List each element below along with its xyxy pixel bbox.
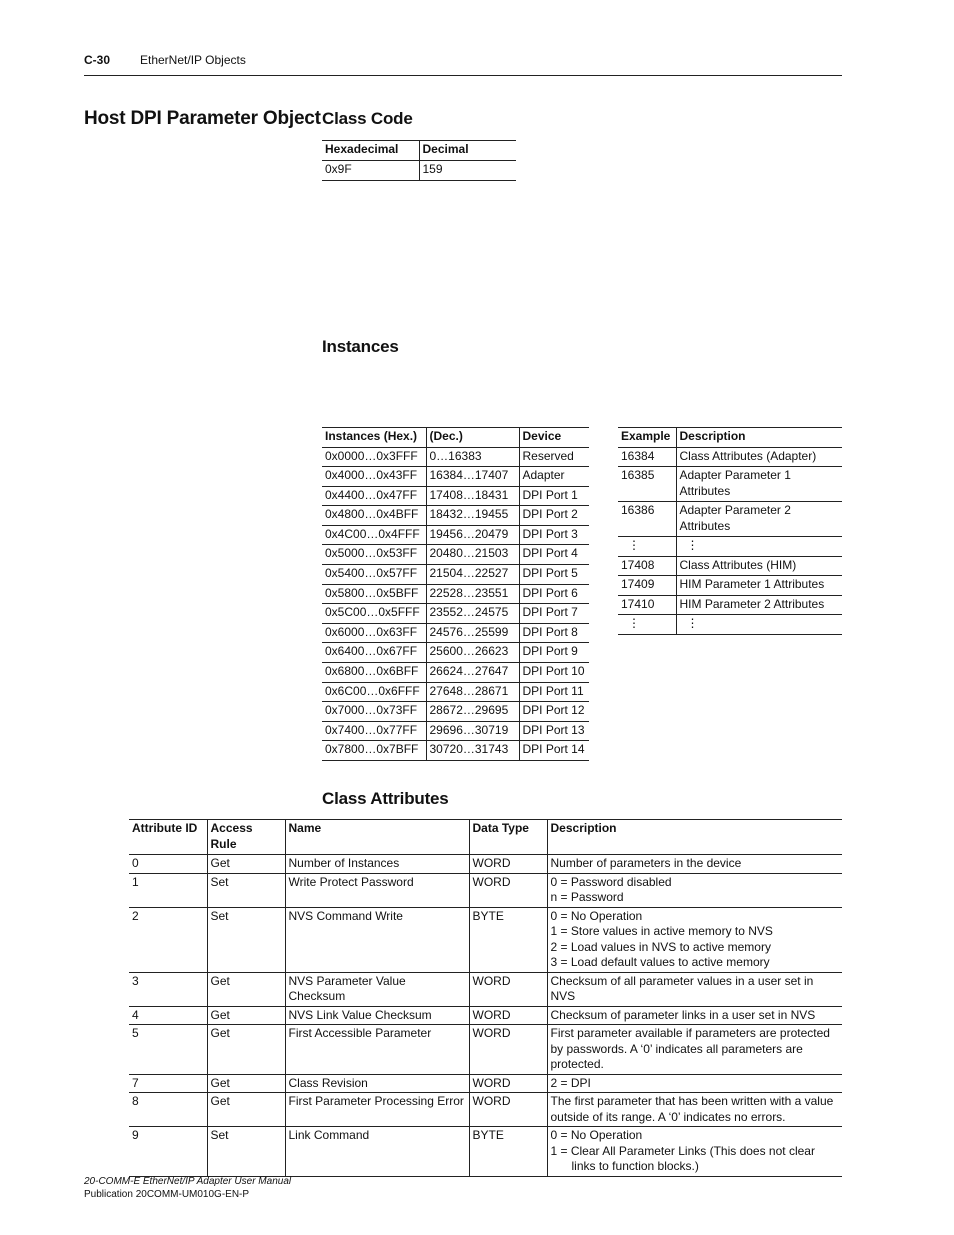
column-header: Description [547, 820, 842, 855]
description-line: n = Password [550, 890, 624, 904]
table-row [322, 702, 589, 722]
table-cell: Class Attributes (HIM) [676, 556, 842, 576]
table-cell: 0x5400…0x57FF [322, 565, 426, 585]
table-cell: 0x4000…0x43FF [322, 467, 426, 487]
table-row [322, 565, 589, 585]
table-cell: 23552…24575 [426, 604, 519, 624]
description-line: 1 = Clear All Parameter Links (This does not clear links to function blocks.) [550, 1143, 815, 1173]
table-cell: 5 [129, 1025, 207, 1075]
description-line: Number of parameters in the device [550, 856, 742, 870]
table-cell: DPI Port 5 [519, 565, 589, 585]
class-code-heading: Class Code [322, 109, 413, 128]
table-row [618, 595, 842, 615]
table-row [618, 576, 842, 596]
table-cell: Adapter Parameter 1 Attributes [676, 467, 842, 502]
table-cell: Set [207, 907, 285, 972]
table-cell: Write Protect Password [285, 873, 469, 907]
description-line: First parameter available if parameters are protected by passwords. A ‘0’ indicates all parameters are protected. [550, 1026, 830, 1071]
table-cell: 8 [129, 1093, 207, 1127]
table-cell: 4 [129, 1006, 207, 1025]
table-cell: Link Command [285, 1127, 469, 1177]
table-header-row [618, 428, 842, 448]
table-cell: Set [207, 873, 285, 907]
table-cell: 0 [129, 855, 207, 874]
table-cell: 0x5800…0x5BFF [322, 584, 426, 604]
table-cell: DPI Port 10 [519, 663, 589, 683]
column-header: Example [618, 428, 676, 448]
table-cell [618, 537, 676, 557]
description-cell [547, 855, 842, 874]
description-line: 3 = Load default values to active memory [550, 955, 770, 969]
table-row [322, 467, 589, 487]
table-cell: Class Attributes (Adapter) [676, 447, 842, 467]
table-cell: 0x0000…0x3FFF [322, 447, 426, 467]
table-cell: 16386 [618, 502, 676, 537]
footer-publication: Publication 20COMM-UM010G-EN-P [84, 1189, 250, 1200]
description-line: Checksum of all parameter values in a user set in NVS [550, 973, 814, 1003]
table-row [129, 972, 842, 1006]
ellipsis-icon: ⋮ [686, 616, 699, 631]
table-cell: Class Revision [285, 1074, 469, 1093]
table-cell: NVS Command Write [285, 907, 469, 972]
table-cell: First Accessible Parameter [285, 1025, 469, 1075]
table-row [618, 556, 842, 576]
table-cell: 21504…22527 [426, 565, 519, 585]
table-cell: Get [207, 855, 285, 874]
table-cell: DPI Port 12 [519, 702, 589, 722]
table-row [322, 604, 589, 624]
table-row [618, 447, 842, 467]
table-cell: WORD [469, 972, 547, 1006]
table-cell: 30720…31743 [426, 741, 519, 761]
class-code-table [322, 140, 516, 181]
description-cell [547, 1127, 842, 1177]
table-row [618, 615, 842, 635]
table-cell: 0x6800…0x6BFF [322, 663, 426, 683]
chapter-title: EtherNet/IP Objects [140, 53, 246, 67]
table-cell: DPI Port 4 [519, 545, 589, 565]
table-cell: 0x5C00…0x5FFF [322, 604, 426, 624]
table-row [129, 1025, 842, 1075]
ellipsis-icon: ⋮ [628, 616, 640, 631]
table-header-row [322, 141, 516, 161]
description-line: 0 = No Operation [550, 1128, 643, 1142]
table-row [322, 643, 589, 663]
table-cell: 0…16383 [426, 447, 519, 467]
description-cell [547, 1074, 842, 1093]
table-cell: WORD [469, 873, 547, 907]
table-header-row [322, 428, 589, 448]
table-row [129, 1074, 842, 1093]
table-cell: 0x5000…0x53FF [322, 545, 426, 565]
table-cell: DPI Port 14 [519, 741, 589, 761]
column-header: Instances (Hex.) [322, 428, 426, 448]
table-row [322, 486, 589, 506]
table-cell: 17409 [618, 576, 676, 596]
table-cell: 16385 [618, 467, 676, 502]
table-cell: 26624…27647 [426, 663, 519, 683]
description-cell [547, 907, 842, 972]
description-line: 1 = Store values in active memory to NVS [550, 924, 773, 938]
description-line: Checksum of parameter links in a user set in NVS [550, 1007, 816, 1022]
table-cell: 0x7000…0x73FF [322, 702, 426, 722]
table-row [129, 873, 842, 907]
table-cell: 1 [129, 873, 207, 907]
table-cell: 19456…20479 [426, 525, 519, 545]
table-cell: NVS Parameter Value Checksum [285, 972, 469, 1006]
table-row [129, 907, 842, 972]
table-row [322, 682, 589, 702]
table-cell [676, 537, 842, 557]
table-cell: 17408 [618, 556, 676, 576]
table-row [129, 855, 842, 874]
table-row [129, 1127, 842, 1177]
column-header: Access Rule [207, 820, 285, 855]
table-cell: BYTE [469, 907, 547, 972]
column-header: Device [519, 428, 589, 448]
table-row [618, 502, 842, 537]
table-cell: Get [207, 972, 285, 1006]
table-row [129, 1093, 842, 1127]
class-attributes-table [129, 819, 842, 1177]
table-cell [676, 615, 842, 635]
table-cell: Adapter [519, 467, 589, 487]
table-cell: BYTE [469, 1127, 547, 1177]
table-cell: 7 [129, 1074, 207, 1093]
column-header: Data Type [469, 820, 547, 855]
table-cell: DPI Port 8 [519, 623, 589, 643]
column-header: Description [676, 428, 842, 448]
instances-heading: Instances [322, 337, 399, 356]
table-cell: DPI Port 11 [519, 682, 589, 702]
description-line: 0 = Password disabled [550, 874, 672, 889]
section-title: Host DPI Parameter Object [84, 108, 321, 129]
table-row [322, 663, 589, 683]
table-cell: WORD [469, 1093, 547, 1127]
description-line: The first parameter that has been written with a value outside of its range. A ‘0’ indicates no errors. [550, 1094, 834, 1124]
table-cell: Get [207, 1093, 285, 1127]
table-row [322, 545, 589, 565]
table-cell: DPI Port 9 [519, 643, 589, 663]
table-cell: 27648…28671 [426, 682, 519, 702]
table-cell: 22528…23551 [426, 584, 519, 604]
table-row [129, 1006, 842, 1025]
description-cell [547, 1093, 842, 1127]
table-cell: 0x7800…0x7BFF [322, 741, 426, 761]
table-cell: 0x6000…0x63FF [322, 623, 426, 643]
description-cell [547, 972, 842, 1006]
ellipsis-icon: ⋮ [628, 538, 640, 553]
description-line: 0 = No Operation [550, 908, 643, 923]
page-number: C-30 [84, 53, 111, 67]
table-row [322, 447, 589, 467]
table-cell: 2 [129, 907, 207, 972]
table-cell: 0x7400…0x77FF [322, 721, 426, 741]
table-cell: 20480…21503 [426, 545, 519, 565]
ellipsis-icon: ⋮ [686, 538, 699, 553]
table-cell: DPI Port 7 [519, 604, 589, 624]
table-cell: 16384…17407 [426, 467, 519, 487]
table-cell: 0x6400…0x67FF [322, 643, 426, 663]
column-header: Name [285, 820, 469, 855]
table-cell: DPI Port 13 [519, 721, 589, 741]
description-line: 2 = Load values in NVS to active memory [550, 939, 771, 954]
table-cell: 28672…29695 [426, 702, 519, 722]
table-row [618, 467, 842, 502]
table-cell: NVS Link Value Checksum [285, 1006, 469, 1025]
table-cell: DPI Port 1 [519, 486, 589, 506]
table-cell: Get [207, 1074, 285, 1093]
table-cell: WORD [469, 1025, 547, 1075]
table-cell: 16384 [618, 447, 676, 467]
table-cell: WORD [469, 1074, 547, 1093]
table-cell: 17408…18431 [426, 486, 519, 506]
table-row [322, 741, 589, 761]
class-attributes-heading: Class Attributes [322, 789, 449, 808]
table-row [322, 161, 516, 181]
table-cell: 18432…19455 [426, 506, 519, 526]
table-cell: Set [207, 1127, 285, 1177]
instances-table [322, 427, 589, 761]
table-header-row [129, 820, 842, 855]
column-header: Decimal [419, 141, 516, 161]
footer-manual-title: 20-COMM-E EtherNet/IP Adapter User Manual [84, 1176, 292, 1187]
table-cell: Adapter Parameter 2 Attributes [676, 502, 842, 537]
table-row [618, 537, 842, 557]
table-cell: 29696…30719 [426, 721, 519, 741]
instance-example-table [618, 427, 842, 635]
table-row [322, 721, 589, 741]
table-cell: 0x4800…0x4BFF [322, 506, 426, 526]
table-cell: 24576…25599 [426, 623, 519, 643]
header-divider [84, 75, 842, 76]
table-row [322, 506, 589, 526]
table-cell: First Parameter Processing Error [285, 1093, 469, 1127]
table-cell: Get [207, 1006, 285, 1025]
table-cell: HIM Parameter 1 Attributes [676, 576, 842, 596]
description-line: 2 = DPI [550, 1075, 591, 1090]
table-cell: Reserved [519, 447, 589, 467]
table-row [322, 584, 589, 604]
table-cell: DPI Port 6 [519, 584, 589, 604]
table-cell: DPI Port 2 [519, 506, 589, 526]
table-cell: WORD [469, 1006, 547, 1025]
table-cell: 0x6C00…0x6FFF [322, 682, 426, 702]
description-cell [547, 1006, 842, 1025]
table-cell: DPI Port 3 [519, 525, 589, 545]
table-row [322, 525, 589, 545]
column-header: (Dec.) [426, 428, 519, 448]
column-header: Attribute ID [129, 820, 207, 855]
table-cell: 0x4C00…0x4FFF [322, 525, 426, 545]
table-cell: 0x4400…0x47FF [322, 486, 426, 506]
description-cell [547, 873, 842, 907]
description-cell [547, 1025, 842, 1075]
column-header: Hexadecimal [322, 141, 419, 161]
table-cell: HIM Parameter 2 Attributes [676, 595, 842, 615]
table-cell: WORD [469, 855, 547, 874]
table-cell [618, 615, 676, 635]
table-cell: 3 [129, 972, 207, 1006]
table-cell: Get [207, 1025, 285, 1075]
table-row [322, 623, 589, 643]
table-cell: 0x9F [322, 161, 419, 181]
table-cell: 17410 [618, 595, 676, 615]
table-cell: 25600…26623 [426, 643, 519, 663]
table-cell: 9 [129, 1127, 207, 1177]
table-cell: Number of Instances [285, 855, 469, 874]
table-cell: 159 [419, 161, 516, 181]
